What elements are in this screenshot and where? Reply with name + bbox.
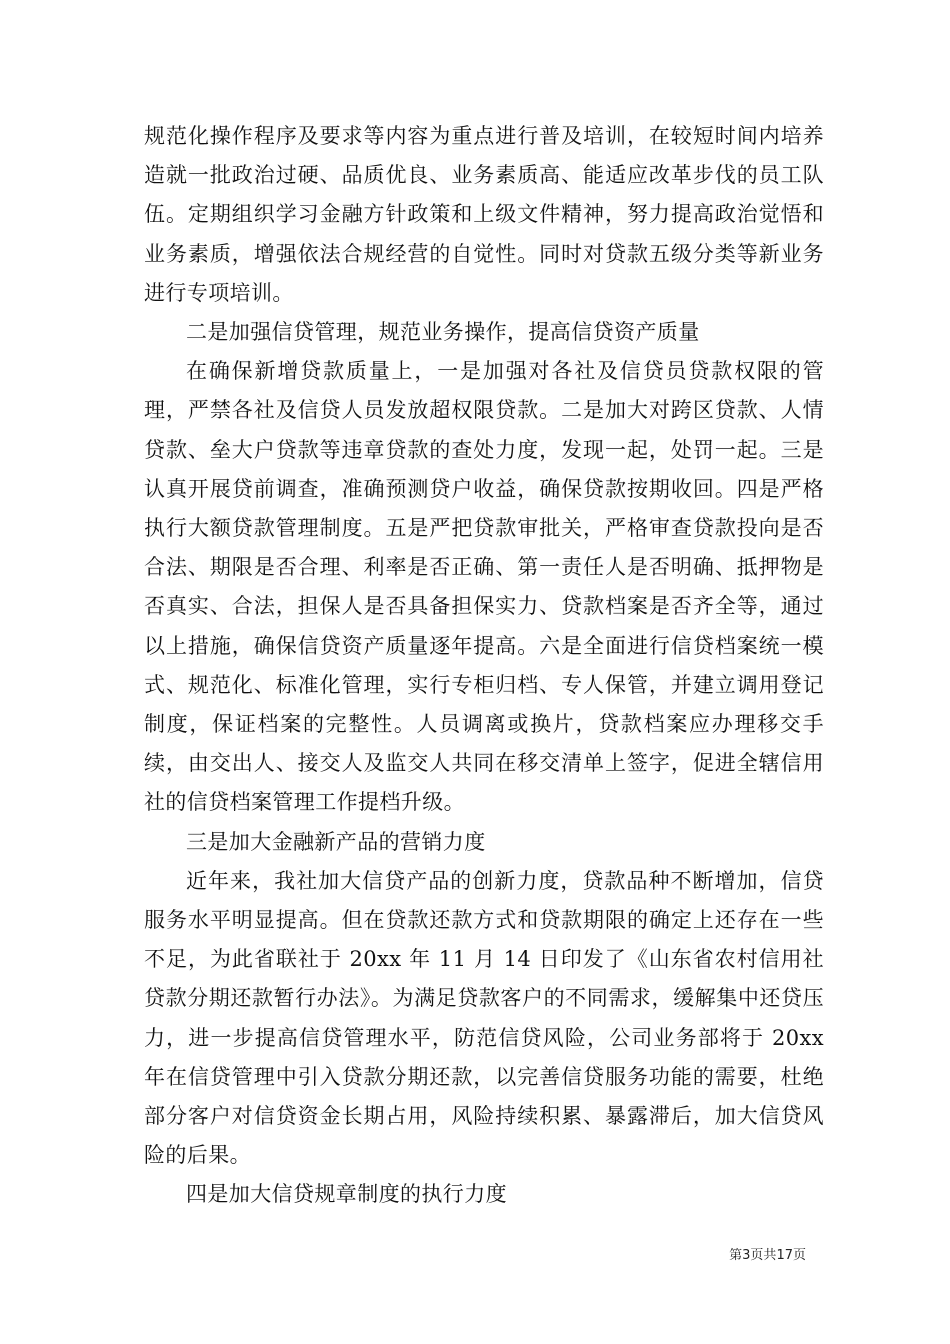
paragraph-training-continued: 规范化操作程序及要求等内容为重点进行普及培训，在较短时间内培养造就一批政治过硬、品质优良、业务素质高、能适应改革步伐的员工队伍。定期组织学习金融方针政策和上级文件精神，努力提高政治觉悟和业务素质，增强依法合规经营的自觉性。同时对贷款五级分类等新业务进行专项培训。 (144, 124, 824, 305)
heading-product-marketing: 三是加大金融新产品的营销力度 (186, 829, 486, 854)
footer-middle: 页共 (750, 1248, 777, 1263)
page-number-footer (729, 1247, 806, 1265)
document-body (144, 117, 824, 1215)
footer-prefix: 第 (729, 1248, 743, 1263)
paragraph-loan-quality: 在确保新增贷款质量上，一是加强对各社及信贷员贷款权限的管理，严禁各社及信贷人员发放超权限贷款。二是加大对跨区贷款、人情贷款、垒大户贷款等违章贷款的查处力度，发现一起，处罚一起。三是认真开展贷前调查，准确预测贷户收益，确保贷款按期收回。四是严格执行大额贷款管理制度。五是严把贷款审批关，严格审查贷款投向是否合法、期限是否合理、利率是否正确、第一责任人是否明确、抵押物是否真实、合法，担保人是否具备担保实力、贷款档案是否齐全等，通过以上措施，确保信贷资产质量逐年提高。六是全面进行信贷档案统一模式、规范化、标准化管理，实行专柜归档、专人保管，并建立调用登记制度，保证档案的完整性。人员调离或换片，贷款档案应办理移交手续，由交出人、接交人及监交人共同在移交清单上签字，促进全辖信用社的信贷档案管理工作提档升级。 (144, 359, 824, 815)
footer-total-pages: 17 (776, 1248, 793, 1263)
footer-suffix: 页 (792, 1248, 806, 1263)
footer-current-page: 3 (742, 1248, 751, 1263)
heading-credit-management: 二是加强信贷管理，规范业务操作，提高信贷资产质量 (186, 320, 700, 345)
heading-regulation-enforcement: 四是加大信贷规章制度的执行力度 (186, 1182, 507, 1207)
paragraph-installment-repayment: 近年来，我社加大信贷产品的创新力度，贷款品种不断增加，信贷服务水平明显提高。但在贷款还款方式和贷款期限的确定上还存在一些不足，为此省联社于 20xx 年 11 月 14 日印发了《山东省农村信用社贷款分期还款暂行办法》。为满足贷款客户的不同需求，缓解集中还贷压力，进一步提高信贷管理水平，防范信贷风险，公司业务部将于 20xx 年在信贷管理中引入贷款分期还款，以完善信贷服务功能的需要，杜绝部分客户对信贷资金长期占用，风险持续积累、暴露滞后，加大信贷风险的后果。 (144, 868, 824, 1168)
